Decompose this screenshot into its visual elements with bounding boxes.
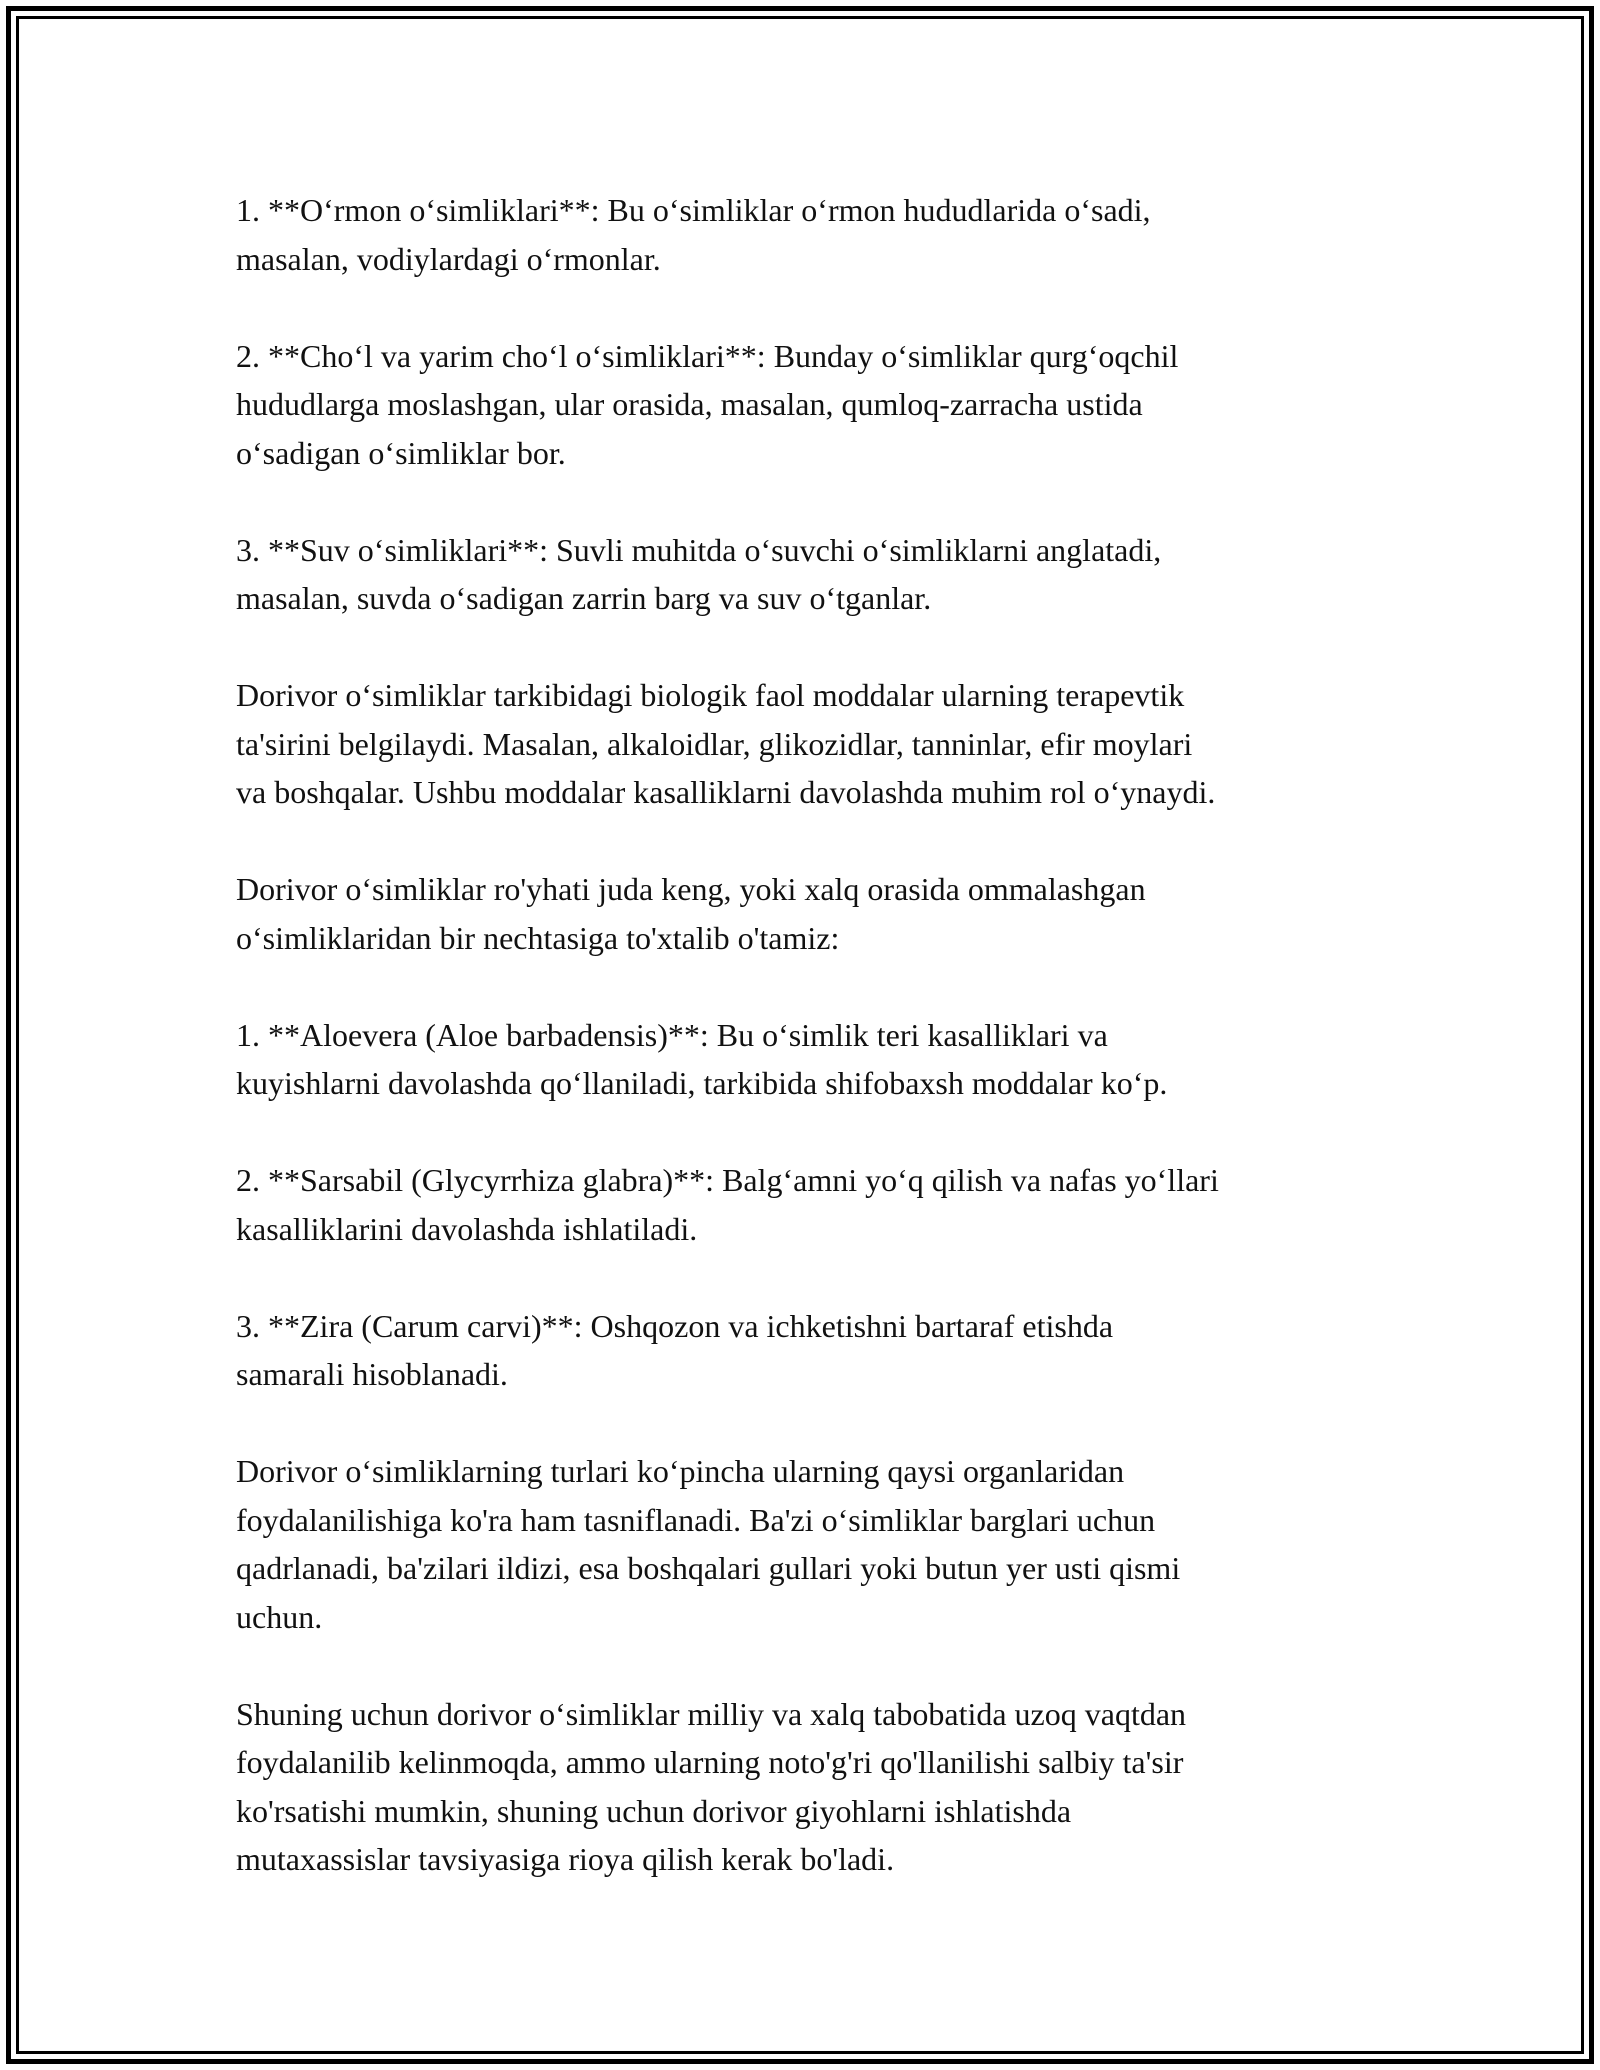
paragraph-line: Dorivor o‘simliklarning turlari ko‘pincha ularning qaysi organlaridan <box>236 1453 1125 1489</box>
paragraph-line: 1. **O‘rmon o‘simliklari**: Bu o‘simliklar o‘rmon hududlarida o‘sadi, <box>236 192 1151 228</box>
paragraph-line: Shuning uchun dorivor o‘simliklar milliy va xalq tabobatida uzoq vaqtdan <box>236 1695 1187 1732</box>
paragraph-line: kasalliklarini davolashda ishlatiladi. <box>236 1210 698 1247</box>
paragraph-line: o‘sadigan o‘simliklar bor. <box>236 434 566 471</box>
paragraph-line: hududlarga moslashgan, ular orasida, masalan, qumloq-zarracha ustida <box>236 386 1143 422</box>
paragraph-faol-moddalar <box>236 671 1376 817</box>
paragraph-line: samarali hisoblanadi. <box>236 1356 508 1392</box>
paragraph-line: o‘simliklaridan bir nechtasiga to'xtalib o'tamiz: <box>236 919 840 956</box>
paragraph-line: ta'sirini belgilaydi. Masalan, alkaloidlar, glikozidlar, tanninlar, efir moylari <box>236 725 1193 762</box>
paragraph-turlari <box>236 1447 1376 1641</box>
paragraph-line: foydalanilishiga ko'ra ham tasniflanadi. Ba'zi o‘simliklar barglari uchun <box>236 1501 1156 1538</box>
paragraph-royhat <box>236 865 1376 962</box>
list-item-sarsabil <box>236 1156 1376 1253</box>
document-body <box>236 186 1376 1932</box>
paragraph-line: 3. **Zira (Carum carvi)**: Oshqozon va ichketishni bartaraf etishda <box>236 1307 1114 1344</box>
paragraph-line: Dorivor o‘simliklar tarkibidagi biologik faol moddalar ularning terapevtik <box>236 677 1185 713</box>
paragraph-xulosa <box>236 1690 1376 1884</box>
paragraph-line: va boshqalar. Ushbu moddalar kasalliklarni davolashda muhim rol o‘ynaydi. <box>236 774 1216 810</box>
paragraph-line: masalan, vodiylardagi o‘rmonlar. <box>236 240 661 277</box>
list-item-aloevera <box>236 1011 1376 1108</box>
list-item-suv <box>236 526 1376 623</box>
paragraph-line: 1. **Aloevera (Aloe barbadensis)**: Bu o‘simlik teri kasalliklari va <box>236 1016 1108 1053</box>
paragraph-line: uchun. <box>236 1598 323 1635</box>
paragraph-line: ko'rsatishi mumkin, shuning uchun dorivor giyohlarni ishlatishda <box>236 1792 1072 1829</box>
paragraph-line: kuyishlarni davolashda qo‘llaniladi, tarkibida shifobaxsh moddalar ko‘p. <box>236 1065 1168 1101</box>
paragraph-line: masalan, suvda o‘sadigan zarrin barg va suv o‘tganlar. <box>236 580 932 616</box>
paragraph-line: Dorivor o‘simliklar ro'yhati juda keng, yoki xalq orasida ommalashgan <box>236 871 1146 907</box>
paragraph-line: 2. **Sarsabil (Glycyrrhiza glabra)**: Balg‘amni yo‘q qilish va nafas yo‘llari <box>236 1162 1219 1198</box>
paragraph-line: 3. **Suv o‘simliklari**: Suvli muhitda o‘suvchi o‘simliklarni anglatadi, <box>236 531 1162 568</box>
list-item-ormon <box>236 186 1376 283</box>
paragraph-line: 2. **Cho‘l va yarim cho‘l o‘simliklari**: Bunday o‘simliklar qurg‘oqchil <box>236 337 1179 374</box>
paragraph-line: mutaxassislar tavsiyasiga rioya qilish kerak bo'ladi. <box>236 1841 895 1877</box>
paragraph-line: foydalanilib kelinmoqda, ammo ularning noto'g'ri qo'llanilishi salbiy ta'sir <box>236 1744 1184 1780</box>
list-item-zira <box>236 1302 1376 1399</box>
paragraph-line: qadrlanadi, ba'zilari ildizi, esa boshqalari gullari yoki butun yer usti qismi <box>236 1550 1181 1586</box>
list-item-chol <box>236 332 1376 478</box>
